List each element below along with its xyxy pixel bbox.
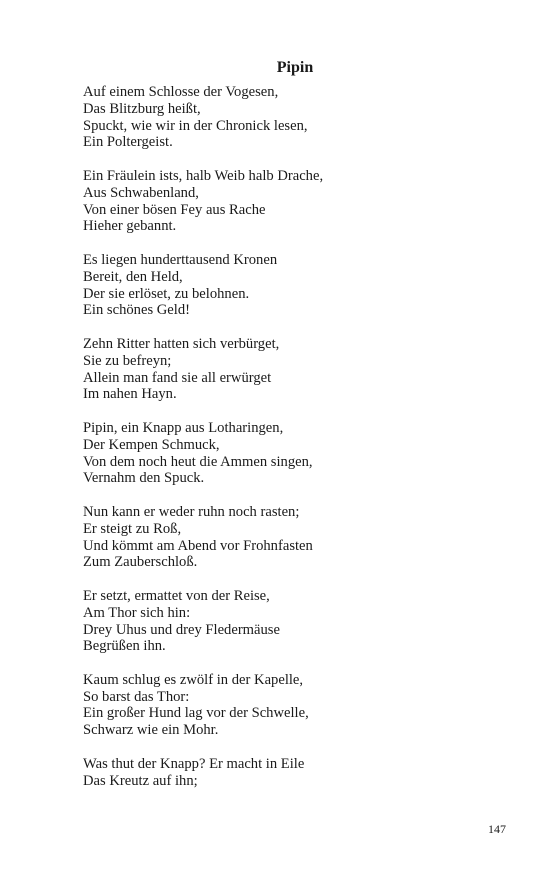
stanza-2 — [83, 168, 503, 235]
verse-line: Kaum schlug es zwölf in der Kapelle, — [83, 671, 304, 688]
verse-line: Pipin, ein Knapp aus Lotharingen, — [83, 419, 284, 436]
verse-line: Im nahen Hayn. — [83, 386, 177, 403]
verse-line: Spuckt, wie wir in der Chronick lesen, — [83, 117, 308, 134]
page-number: 147 — [488, 822, 506, 836]
verse-line: Das Blitzburg heißt, — [83, 100, 201, 117]
verse-line: Er steigt zu Roß, — [83, 520, 182, 537]
verse-line: Ein Poltergeist. — [83, 134, 173, 151]
stanza-6 — [83, 504, 503, 571]
poem-title: Pipin — [276, 59, 314, 76]
verse-line: Er setzt, ermattet von der Reise, — [83, 587, 270, 604]
verse-line: Drey Uhus und drey Fledermäuse — [83, 621, 280, 638]
stanza-4 — [83, 336, 503, 403]
verse-line: Von dem noch heut die Ammen singen, — [83, 453, 313, 470]
verse-line: Am Thor sich hin: — [83, 604, 191, 621]
verse-line: Zum Zauberschloß. — [83, 554, 198, 571]
verse-line: Ein großer Hund lag vor der Schwelle, — [83, 705, 309, 722]
verse-line: Hieher gebannt. — [83, 218, 177, 235]
poem-body — [83, 84, 503, 806]
verse-line: Von einer bösen Fey aus Rache — [83, 201, 266, 218]
stanza-1 — [83, 84, 503, 151]
verse-line: Zehn Ritter hatten sich verbürget, — [83, 335, 280, 352]
verse-line: Nun kann er weder ruhn noch rasten; — [83, 503, 300, 520]
verse-line: Vernahm den Spuck. — [83, 470, 205, 487]
verse-line: Was thut der Knapp? Er macht in Eile — [83, 755, 305, 772]
verse-line: Ein schönes Geld! — [83, 302, 190, 319]
verse-line: Aus Schwabenland, — [83, 184, 199, 201]
verse-line: So barst das Thor: — [83, 688, 190, 705]
verse-line: Der sie erlöset, zu belohnen. — [83, 285, 250, 302]
verse-line: Das Kreutz auf ihn; — [83, 772, 198, 789]
verse-line: Auf einem Schlosse der Vogesen, — [83, 84, 279, 100]
stanza-9 — [83, 756, 503, 790]
stanza-3 — [83, 252, 503, 319]
verse-line: Und kömmt am Abend vor Frohnfasten — [83, 537, 313, 554]
verse-line: Allein man fand sie all erwürget — [83, 369, 272, 386]
verse-line: Begrüßen ihn. — [83, 638, 166, 655]
verse-line: Es liegen hunderttausend Kronen — [83, 251, 278, 268]
stanza-8 — [83, 672, 503, 739]
stanza-5 — [83, 420, 503, 487]
stanza-7 — [83, 588, 503, 655]
verse-line: Ein Fräulein ists, halb Weib halb Drache, — [83, 167, 324, 184]
verse-line: Sie zu befreyn; — [83, 352, 172, 369]
verse-line: Der Kempen Schmuck, — [83, 436, 220, 453]
verse-line: Schwarz wie ein Mohr. — [83, 722, 219, 739]
verse-line: Bereit, den Held, — [83, 268, 183, 285]
